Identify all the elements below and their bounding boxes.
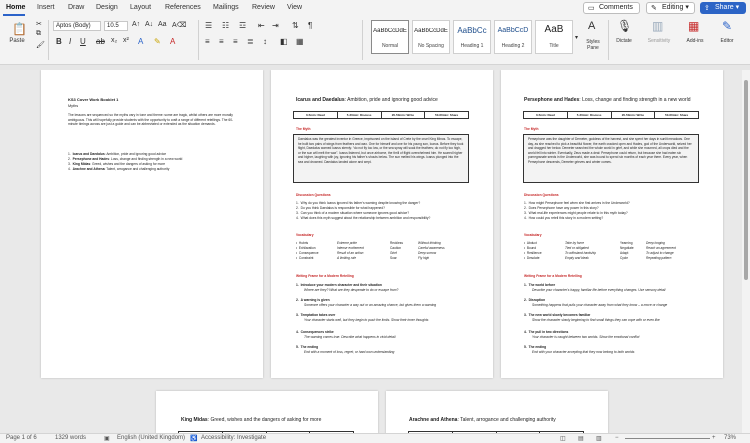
question-text: Why do you think Icarus ignored his father’s warning despite knowing the danger? [300,201,421,205]
myth-theme: : Greed, wishes and the dangers of asking for more [207,417,322,423]
dictate-label[interactable]: Dictate [616,38,632,44]
borders-icon[interactable]: ▦ [296,37,304,46]
vocab-definition: Deep longing [646,241,665,245]
tab-view[interactable]: View [287,4,303,11]
vocab-definition: Fly high [418,256,430,260]
question-text: What real-life experiences might people relate to in this myth today? [528,211,628,215]
vocab-word: • Desolate [524,256,540,260]
section-heading: The Myth [296,127,311,131]
myth-theme: : Talent, arrogance and challenging authority [457,417,556,423]
proofing-icon[interactable]: ▣ [104,436,110,442]
tab-review[interactable]: Review [252,4,275,11]
line-spacing-icon[interactable]: ↕ [263,37,267,46]
vocab-word: Cycle [620,256,628,260]
frame-hint: Describe your character’s happy, familiar life before everything changes. Use sensory detail [532,288,666,292]
frame-hint: Something happens that pulls your character away from what they know – a move or change [532,303,668,307]
strikethrough-icon[interactable]: ab [96,37,105,46]
font-size-value: 10.5 [107,23,119,29]
document-page[interactable] [156,391,378,433]
styles-gallery-more-icon[interactable]: ▾ [575,35,579,41]
style-heading-1[interactable] [453,20,491,54]
section-heading: Discussion Questions [296,193,331,197]
divider [608,20,609,60]
style-heading-2[interactable] [494,20,532,54]
align-center-icon[interactable]: ≡ [219,37,224,46]
timings-table [293,111,469,119]
question-item: 4. How could you retell this story in a modern setting? [524,216,604,220]
numbering-icon[interactable]: ☷ [222,21,230,30]
myth-theme: : Talent, arrogance and challenging authority [104,167,170,171]
editor-label[interactable]: Editor [720,38,734,44]
frame-step: 1. The world before [524,283,556,287]
booklet-title: KS3 Cover Work Booklet 1 [68,97,119,102]
section-heading: The Myth [524,127,539,131]
frame-step: 2. A warning is given [296,298,330,302]
document-page[interactable] [501,70,723,378]
list-item: 4. Arachne and Athena: Talent, arrogance and challenging authority [68,167,170,171]
document-page[interactable] [271,70,493,378]
zoom-slider[interactable] [625,438,710,439]
section-heading: Vocabulary [524,233,542,237]
underline-icon[interactable]: U [80,37,86,46]
increase-indent-icon[interactable]: ⇥ [272,21,279,30]
frame-hint: Where are they? What are they desperate to do or escape from? [304,288,399,292]
focus-icon[interactable]: ◫ [560,436,566,442]
style-preview: AaBbCcD [497,27,529,34]
add-ins-icon[interactable]: ▦ [688,19,700,33]
myth-heading [181,417,321,423]
change-case-icon[interactable]: Aa [158,21,167,28]
question-item: 2. Does Persephone have any power in this story? [524,206,599,210]
vocab-definition: To withstand hardship [565,251,596,255]
myth-name: Persephone and Hades [72,157,110,161]
myth-heading [296,97,438,103]
tab-insert[interactable]: Insert [37,4,55,11]
document-page[interactable] [41,70,263,378]
document-page[interactable] [386,391,608,433]
section-heading: Writing Frame for a Modern Retelling [524,274,582,278]
myth-heading [409,417,556,423]
tab-layout[interactable]: Layout [130,4,152,11]
sort-icon[interactable]: ⇅ [292,21,299,30]
frame-step: 1. Introduce your modern character and their situation [296,283,382,287]
vocab-definition: Reach an agreement [646,246,676,250]
justify-icon[interactable]: ≣ [247,37,254,46]
divider [362,20,363,60]
question-text: What does this myth suggest about the relationship between ambition and responsibility? [300,216,431,220]
vocab-word: • Exhilaration [296,246,316,250]
intro-paragraph: The lessons are sequenced so the myths vary in tone and theme: some are tragic, whilst others are more morally ambiguous. This will hopefully provide students with the opportunity to craft a range of different retellings. The 60-minute timings across are just a guide and can be abbreviated or extended as the situation demands. [68,113,234,126]
frame-hint: The warning comes true. Describe what happens in vivid detail [304,335,396,339]
format-painter-icon[interactable]: 🖌 [36,42,45,49]
copy-icon[interactable]: ⧉ [36,30,41,37]
decrease-indent-icon[interactable]: ⇤ [258,21,265,30]
bullets-icon[interactable]: ☰ [205,21,213,30]
align-right-icon[interactable]: ≡ [233,37,238,46]
question-item: 3. What real-life experiences might people relate to in this myth today? [524,211,628,215]
web-layout-icon[interactable]: ▥ [596,436,602,442]
vocab-word: • Hubris [296,241,309,245]
vocab-word: • Bound [524,246,537,250]
question-item: 2. Do you think Daedalus is responsible for what happened? [296,206,385,210]
frame-step: 3. Temptation takes over [296,313,336,317]
editing-mode-button[interactable]: ✎ Editing ▾ [646,2,695,14]
cut-icon[interactable]: ✂ [36,21,42,28]
paste-icon[interactable]: 📋 [12,22,27,36]
section-heading: Writing Frame for a Modern Retelling [296,274,354,278]
frame-step: 3. The new world slowly becomes familiar [524,313,591,317]
print-layout-icon[interactable]: ▤ [578,436,584,442]
vocab-row [524,256,704,261]
divider [198,20,199,60]
timing-cell: 50-60min: Share [665,113,689,117]
tab-mailings[interactable]: Mailings [213,4,239,11]
vocab-word: • Abduct [524,241,537,245]
styles-pane-label[interactable]: Styles Pane [586,39,600,51]
myth-theme: : Ambition, pride and ignoring good advice [344,97,438,103]
font-name-dropdown[interactable] [53,21,101,31]
tab-references[interactable]: References [165,4,201,11]
share-button[interactable]: ⇪ Share ▾ [700,2,746,14]
style-name: Heading 2 [501,43,525,49]
multilevel-list-icon[interactable]: ☲ [239,21,247,30]
timing-cell: 5-20min: Discuss [568,112,612,118]
myth-theme: : Loss, change and finding strength in a new world [109,157,183,161]
vocab-word: Caution [390,246,401,250]
accessibility-status[interactable]: Accessibility: Investigate [201,435,267,441]
question-item: 4. What does this myth suggest about the relationship between ambition and responsibility? [296,216,431,220]
vocab-definition: To adjust to change [646,251,674,255]
align-left-icon[interactable]: ≡ [205,37,210,46]
font-name-value: Aptos (Body) [56,23,91,29]
style-name: Title [549,43,559,49]
myth-name: Arachne and Athena [409,417,458,423]
section-heading: Vocabulary [296,233,314,237]
frame-hint: End with a moment of loss, regret, or hard-won understanding [304,350,395,354]
frame-hint: Someone offers your character a way out or an amazing chance, but gives them a warning [304,303,437,307]
pencil-icon: ✎ [651,5,657,12]
style-preview: AaBbCcDdE [373,28,407,34]
style-name: No Spacing [418,43,444,49]
subscript-icon[interactable]: x₂ [111,37,118,44]
vocab-definition: Repeating pattern [646,256,672,260]
vocabulary-list [524,241,704,261]
grow-font-icon[interactable]: A↑ [132,21,141,28]
question-item: 1. Why do you think Icarus ignored his father’s warning despite knowing the danger? [296,201,421,205]
question-text: How could you retell this story in a modern setting? [528,216,604,220]
myth-name: Icarus and Daedalus [72,152,105,156]
share-icon: ⇪ [704,5,710,12]
shading-icon[interactable]: ◧ [280,37,288,46]
italic-icon[interactable]: I [69,37,72,46]
document-canvas[interactable] [0,70,742,433]
styles-pane-icon[interactable]: A [588,20,596,32]
question-item: 3. Can you think of a modern situation where someone ignores good advice? [296,211,410,215]
myth-theme: : Greed, wishes and the dangers of asking for more [90,162,166,166]
comments-button[interactable] [583,2,640,14]
vocab-definition: Extreme pride [337,241,357,245]
question-item: 1. How might Persephone feel when she first arrives in the Underworld? [524,201,630,205]
style-preview: AaB [544,24,564,35]
question-text: Does Persephone have any power in this story? [528,206,599,210]
vocabulary-list [296,241,476,261]
ribbon-tabs-bar [0,0,750,16]
question-text: How might Persephone feel when she first arrives in the Underworld? [528,201,630,205]
add-ins-label[interactable]: Add-ins [686,38,704,44]
list-item: 1. Icarus and Daedalus: Ambition, pride and ignoring good advice [68,152,167,156]
frame-step: 5. The ending [524,345,547,349]
accessibility-icon[interactable]: ♿ [190,436,198,442]
vocab-word: Reckless [390,241,403,245]
frame-hint: Your character starts well, but they begin to push the limits. Show their inner thoughts [304,318,429,322]
vocab-definition: Result of an action [337,251,364,255]
tab-design[interactable]: Design [96,4,118,11]
highlight-icon[interactable]: ✎ [154,37,161,46]
zoom-level[interactable]: 73% [724,435,737,441]
vocab-word: Yearning [620,241,633,245]
myth-name: King Midas [181,417,208,423]
myth-theme: : Ambition, pride and ignoring good advice [104,152,167,156]
vocab-definition: A limiting rule [337,256,357,260]
font-color-icon[interactable]: A [170,37,176,46]
frame-step: 2. Disruption [524,298,546,302]
style-preview: AaBbCcDdE [414,28,448,34]
style-title[interactable] [535,20,573,54]
language-status[interactable]: English (United Kingdom) [117,435,186,441]
status-bar [0,433,750,443]
timing-cell: 0-5min: Read [524,112,568,118]
style-name: Normal [381,43,399,49]
vocab-word: Soar [390,256,397,260]
tab-draw[interactable]: Draw [68,4,85,11]
page-count[interactable]: Page 1 of 6 [6,435,37,441]
zoom-in-icon[interactable]: + [712,435,716,441]
question-text: Can you think of a modern situation where someone ignores good advice? [300,211,410,215]
vertical-scrollbar[interactable] [742,70,750,433]
vocab-definition: Without thinking [418,241,441,245]
style-no-spacing[interactable] [412,20,450,54]
text-effects-icon[interactable]: A [138,37,144,46]
timing-cell: 20-50min: Write [612,112,656,118]
ribbon-home [0,16,750,65]
vocab-definition: Intense excitement [337,246,364,250]
section-heading: Discussion Questions [524,193,559,197]
vocab-word: Negotiate [620,246,634,250]
timing-cell: 50-60min: Share [435,113,459,117]
vocab-definition: Tied or obligated [565,246,589,250]
vocab-definition: Careful awareness [418,246,445,250]
myth-text-box: Daedalus was the greatest inventor in Greece, imprisoned on the island of Crete by the cruel King Minos. To escape, he built two pairs of wings from feathers and wax. One for himself and one for his young son, Icarus. Before they took flight, Daedalus warned Icarus sternly: “do not fly too low, or the sea spray will soak the feathers; do not fly too high, or the sun will melt the wax”. Icarus listened, but once airborne, the thrill of flight overwhelmed him. He soared higher and higher, laughing with joy, ignoring his father’s shouts below. The sun melted his wings. Icarus plunged into the sea and drowned. Daedalus landed alone and wept. [293,134,469,183]
timings-table [523,111,699,119]
vocab-definition: Empty and bleak [565,256,589,260]
tab-home[interactable]: Home [6,4,26,11]
frame-hint: End with your character accepting that they now belong to both worlds [532,350,635,354]
sensitivity-icon[interactable]: ▥ [652,19,664,33]
font-size-dropdown[interactable] [104,21,128,31]
superscript-icon[interactable]: x² [123,37,129,44]
list-item: 3. King Midas: Greed, wishes and the dangers of asking for more [68,162,166,166]
frame-hint: Show the character slowly beginning to find small things they can cope with or even like [532,318,660,322]
vocab-definition: Take by force [565,241,585,245]
share-label: Share [715,4,734,11]
comments-label: Comments [599,4,633,11]
bold-icon[interactable]: B [56,37,62,46]
myth-name: Arachne and Athena [72,167,105,171]
paste-label[interactable]: Paste [9,38,25,44]
vocab-word: • Consequence [296,251,319,255]
list-item: 2. Persephone and Hades: Loss, change and finding strength in a new world [68,157,183,161]
frame-hint: Your character is caught between two worlds. Show the emotional conflict [532,335,640,339]
clear-formatting-icon[interactable]: A⌫ [172,22,187,29]
shrink-font-icon[interactable]: A↓ [145,21,154,28]
frame-step: 5. The ending [296,345,319,349]
style-name: Heading 1 [460,43,484,49]
myth-heading [524,97,690,103]
vocab-word: Grief [390,251,397,255]
comment-icon: ▭ [588,5,595,12]
style-normal[interactable] [371,20,409,54]
myth-name: King Midas [72,162,91,166]
frame-step: 4. The pull in two directions [524,330,569,334]
vocab-definition: Deep sorrow [418,251,437,255]
style-preview: AaBbCc [457,26,487,35]
microphone-icon[interactable]: 🎙 [617,19,633,33]
editor-icon[interactable]: ✎ [722,19,733,33]
vocab-word: Adapt [620,251,629,255]
word-count[interactable]: 1329 words [55,435,87,441]
myth-name: Icarus and Daedalus [296,97,345,103]
vocab-row [296,256,476,261]
timing-cell: 5-20min: Discuss [338,112,382,118]
vocab-word: • Resilience [524,251,542,255]
booklet-subtitle: Myths [68,104,79,108]
divider [48,20,49,60]
editing-label: Editing [662,4,684,11]
myth-theme: : Loss, change and finding strength in a new world [579,97,691,103]
sensitivity-label[interactable]: Sensitivity [647,38,671,44]
timing-cell: 0-5min: Read [294,112,338,118]
timing-cell: 20-50min: Write [382,112,426,118]
myth-text-box: Persephone was the daughter of Demeter, goddess of the harvest, and she spent her days in sunlit meadows. One day, as she reached to pick a beautiful flower, the earth cracked open and Hades, god of the Underworld, seized her and dragged her below. Demeter searched the whole world in grief, and while she mourned, all crops died and the world fell into winter. Eventually, Zeus made a deal: Persephone could return, but because she had eaten six pomegranate seeds in the Underworld, she was bound to spend six months of each year there. Every year, when Persephone descends, Demeter grieves and winter comes. [523,134,699,183]
question-text: Do you think Daedalus is responsible for what happened? [300,206,385,210]
myth-name: Persephone and Hades [524,97,580,103]
frame-step: 4. Consequences strike [296,330,334,334]
vocab-word: • Constraint [296,256,314,260]
show-formatting-icon[interactable]: ¶ [308,21,313,30]
zoom-out-icon[interactable]: − [615,435,619,441]
scrollbar-thumb[interactable] [744,80,748,280]
